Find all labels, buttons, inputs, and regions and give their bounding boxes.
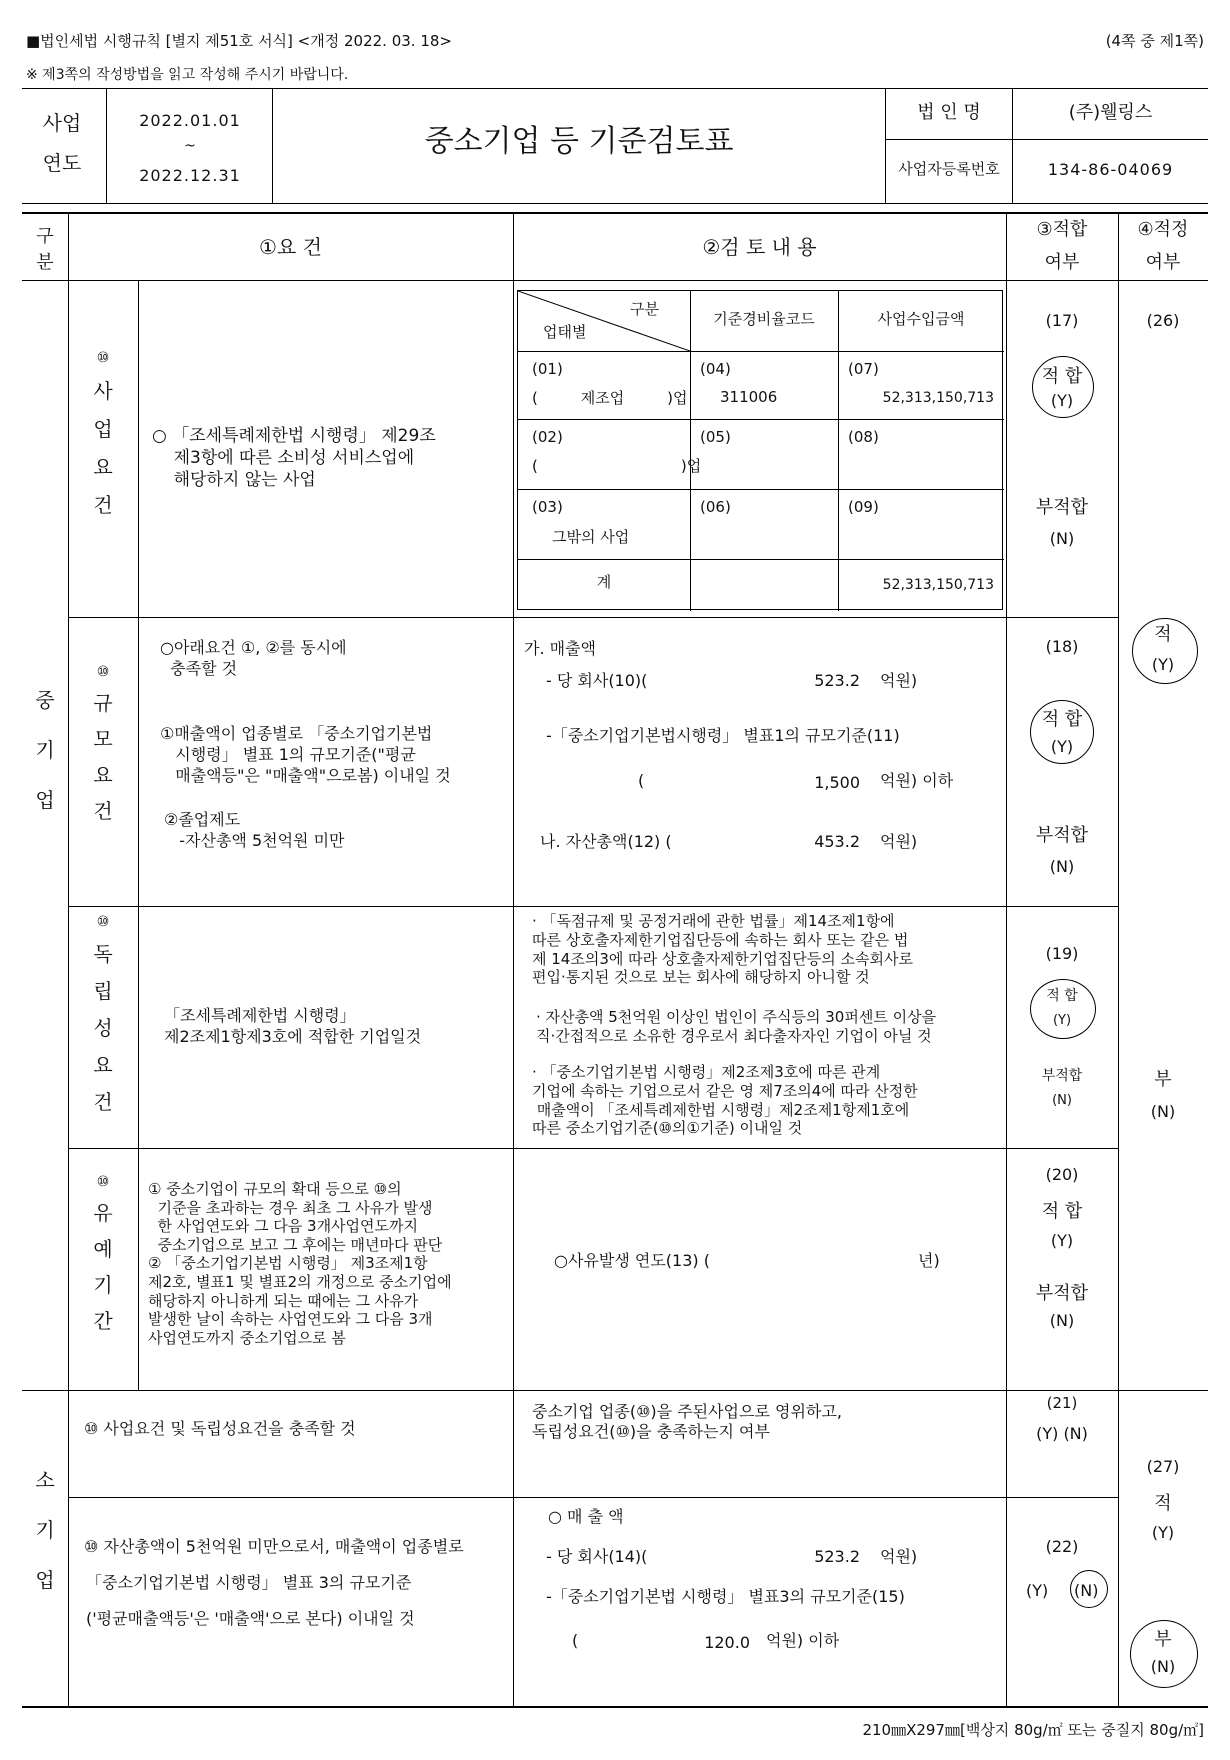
conformity-19-code: (19): [1045, 944, 1079, 963]
conformity-19-no[interactable]: 부적합: [1041, 1068, 1083, 1084]
row-102-req-1: ○아래요건 ①, ②를 동시에 충족할 것: [160, 638, 347, 678]
row-103-requirement: 「조세특례제한법 시행령」 제2조제1항제3호에 적합한 기업일것: [164, 1006, 422, 1046]
col-header-adequacy-2: 여부: [1145, 252, 1181, 273]
col-header-requirement: ①요 건: [259, 235, 322, 259]
row-104-char: 기: [93, 1273, 113, 1298]
col-header-adequacy-1: ④적정: [1137, 219, 1189, 240]
page-info: (4쪽 중 제1쪽): [1105, 32, 1204, 50]
col-header-review: ②검 토 내 용: [702, 235, 817, 259]
row-101-char: 건: [93, 492, 113, 517]
row-102-char: 규: [93, 691, 113, 716]
conformity-18-yes[interactable]: 적 합: [1041, 709, 1083, 730]
header-row-line: [22, 280, 1208, 281]
row-104-char: 간: [93, 1309, 113, 1334]
group-char: 업: [35, 1568, 55, 1592]
conformity-19-yes-y: (Y): [1052, 1013, 1072, 1028]
row-103-num: ⑩: [96, 914, 110, 930]
divider: [106, 88, 107, 203]
conformity-20-yes-y: (Y): [1050, 1231, 1074, 1250]
adequacy-27-code: (27): [1146, 1457, 1180, 1476]
row-101-label: [70, 345, 136, 524]
col-header-category: [22, 222, 68, 274]
inner-row1-code-num: (04): [700, 360, 731, 378]
row-103-char: 성: [93, 1015, 113, 1040]
conformity-20-no-n: (N): [1049, 1311, 1075, 1330]
group-char: 기: [35, 738, 55, 762]
header-bottom-line: [22, 203, 1208, 204]
conformity-20-code: (20): [1045, 1165, 1079, 1184]
row-102-req-3: ②졸업제도 -자산총액 5천억원 미만: [164, 810, 345, 850]
inner-col-line: [838, 291, 839, 611]
adequacy-26-yes[interactable]: 적: [1154, 624, 1172, 645]
inner-row1-label: ( 제조업 )업: [532, 389, 688, 407]
row-line-101: [68, 617, 1118, 618]
row-104-label: [70, 1170, 136, 1339]
conformity-22-n[interactable]: (N): [1074, 1581, 1099, 1600]
adequacy-26-yes-y: (Y): [1151, 655, 1175, 674]
inner-row3-label: 그밖의 사업: [552, 528, 630, 546]
col-header-conformity-2: 여부: [1044, 252, 1080, 273]
header-top-line: [22, 88, 1208, 89]
conformity-18-no-n: (N): [1049, 857, 1075, 876]
row-102-char: 모: [93, 727, 113, 752]
conformity-18-yes-y: (Y): [1050, 737, 1074, 756]
col-header-conformity-1: ③적합: [1036, 219, 1088, 240]
row-line-105: [68, 1497, 1118, 1498]
inner-row-line: [518, 489, 1004, 490]
group-label-sme: [22, 675, 68, 825]
row-105-review: 중소기업 업종(⑩)을 주된사업으로 영위하고, 독립성요건(⑩)을 충족하는지 여부: [532, 1402, 842, 1441]
row-104-char: 유: [93, 1201, 113, 1226]
business-year-label-1: 사업: [42, 111, 82, 135]
row-106-rev-1-value: 523.2: [814, 1547, 860, 1566]
inner-row3-num: (03): [532, 498, 563, 516]
inner-row3-code-num: (06): [700, 498, 731, 516]
row-103-char: 립: [93, 978, 113, 1003]
conformity-22-y[interactable]: (Y): [1026, 1581, 1049, 1600]
row-102-rev-b-unit: 억원): [880, 832, 918, 851]
row-102-rev-a1-label: - 당 회사(10)(: [546, 671, 648, 690]
inner-row1-code: 311006: [720, 388, 778, 406]
row-103-label: [70, 910, 136, 1121]
row-106-req-2: 「중소기업기본법 시행령」 별표 3의 규모기준: [86, 1573, 412, 1592]
row-106-req-1: ⑩ 자산총액이 5천억원 미만으로서, 매출액이 업종별로: [84, 1537, 464, 1556]
corp-name-label: 법 인 명: [917, 102, 981, 123]
form-title: 중소기업 등 기준검토표: [424, 124, 734, 159]
inner-diag-top: 구분: [630, 300, 659, 318]
row-102-rev-a2: -「중소기업기본법시행령」 별표1의 규모기준(11): [546, 726, 900, 745]
inner-total-label: 계: [596, 573, 612, 591]
adequacy-27-no-n: (N): [1150, 1657, 1176, 1676]
row-106-rev-2-open: (: [572, 1631, 579, 1650]
year-start: 2022.01.01: [139, 111, 241, 130]
conformity-21-code: (21): [1046, 1394, 1078, 1412]
adequacy-27-yes-y: (Y): [1151, 1523, 1175, 1542]
row-line-103: [68, 1148, 1118, 1149]
reg-no: 134-86-04069: [1047, 160, 1174, 179]
row-103-char: 요: [93, 1052, 113, 1077]
conformity-17-yes[interactable]: 적 합: [1041, 366, 1083, 387]
inner-total-amt: 52,313,150,713: [882, 577, 994, 593]
row-101-char: 업: [93, 416, 113, 441]
business-type-table: [517, 290, 1003, 610]
inner-col-amount: 사업수입금액: [877, 310, 965, 328]
divider: [272, 88, 273, 203]
row-102-rev-a1-unit: 억원): [880, 671, 918, 690]
inner-row3-amt-num: (09): [848, 498, 879, 516]
inner-row-line: [518, 351, 1004, 352]
row-103-rev-1: · 「독점규제 및 공정거래에 관한 법률」제14조제1항에 따른 상호출자제한기업집단등에 속하는 회사 또는 같은 법 제 14조의3에 따라 상호출자제한기업집단등의 소속회사로 편입·통지된 것으로 보는 회사에 해당하지 아니할 것: [532, 912, 913, 987]
conformity-19-no-n: (N): [1052, 1093, 1072, 1108]
col-line-1: [68, 212, 69, 1707]
conformity-19-yes[interactable]: 적 합: [1046, 988, 1078, 1004]
inner-row1-amt-num: (07): [848, 360, 879, 378]
inner-row1-amt: 52,313,150,713: [882, 390, 994, 406]
conformity-20-yes[interactable]: 적 합: [1041, 1201, 1083, 1222]
diagonal-line: [518, 291, 690, 351]
row-105-requirement: ⑩ 사업요건 및 독립성요건을 충족할 것: [84, 1419, 356, 1438]
table-top-line: [22, 212, 1208, 214]
reg-no-label: 사업자등록번호: [898, 160, 1000, 178]
group-char: 기: [35, 1518, 55, 1542]
adequacy-26-no-n: (N): [1150, 1102, 1176, 1121]
row-101-char: 요: [93, 454, 113, 479]
inner-row2-code-num: (05): [700, 428, 731, 446]
group-char: 소: [35, 1468, 55, 1492]
row-102-num: ⑩: [96, 664, 110, 680]
inner-row2-label: ( )업: [532, 457, 702, 475]
conformity-20-no[interactable]: 부적합: [1035, 1283, 1089, 1304]
row-104-review-end: 년): [918, 1251, 940, 1270]
inner-col-code: 기준경비율코드: [713, 310, 815, 328]
row-106-rev-2: -「중소기업기본법 시행령」 별표3의 규모기준(15): [546, 1587, 905, 1606]
inner-diag-bottom: 업태별: [543, 323, 587, 341]
row-101-requirement: ○ 「조세특례제한법 시행령」 제29조 제3항에 따른 소비성 서비스업에 해당하지 않는 사업: [152, 426, 436, 491]
row-106-rev-2-value: 120.0: [704, 1633, 750, 1652]
row-num-line: [138, 280, 139, 1390]
row-102-char: 건: [93, 799, 113, 824]
inner-row1-num: (01): [532, 360, 563, 378]
row-102-label: [70, 660, 136, 829]
conformity-18-code: (18): [1045, 637, 1079, 656]
inner-row-line: [518, 559, 1004, 560]
row-102-rev-b-value: 453.2: [814, 832, 860, 851]
row-104-num: ⑩: [96, 1174, 110, 1190]
row-101-num: ⑩: [96, 350, 110, 366]
row-106-rev-1-unit: 억원): [880, 1547, 918, 1566]
row-102-rev-b-label: 나. 자산총액(12) (: [540, 832, 672, 851]
row-101-char: 사: [93, 378, 113, 403]
conformity-21-choice[interactable]: (Y) (N): [1036, 1424, 1088, 1443]
business-year-label-2: 연도: [42, 151, 82, 175]
col-line-2: [513, 212, 514, 1707]
group-char: 업: [35, 788, 55, 812]
row-104-review-label: ○사유발생 연도(13) (: [554, 1251, 710, 1270]
group-label-small: [22, 1455, 68, 1605]
row-102-rev-a2-value: 1,500: [814, 773, 860, 792]
conformity-22-code: (22): [1045, 1537, 1079, 1556]
row-106-req-3: ('평균매출액등'은 '매출액'으로 본다) 이내일 것: [86, 1609, 415, 1628]
category-char: 구: [36, 226, 54, 247]
row-104-requirement: ① 중소기업이 규모의 확대 등으로 ⑩의 기준을 초과하는 경우 최초 그 사유가 발생 한 사업연도와 그 다음 3개사업연도까지 중소기업으로 보고 그 후에는 매년마다 판단 ② 「중소기업기본법 시행령」 제3조제1항 제2호, 별표1 및 별표2의 개정으로 중소기업에 해당하지 아니하게 되는 때에는 그 사유가 발생한 날이 속하는 사업연도와 그 다음 3개 사업연도까지 중소기업으로 봄: [148, 1180, 452, 1347]
row-106-rev-1-label: - 당 회사(14)(: [546, 1547, 648, 1566]
row-103-char: 건: [93, 1089, 113, 1114]
category-char: 분: [36, 252, 54, 273]
group-divider: [22, 1390, 1208, 1391]
row-102-rev-a2-unit: 억원) 이하: [880, 771, 954, 790]
conformity-17-no-n: (N): [1049, 529, 1075, 548]
year-end: 2022.12.31: [139, 166, 241, 185]
inner-row2-amt-num: (08): [848, 428, 879, 446]
year-tilde: ~: [184, 138, 196, 154]
writing-note: ※ 제3쪽의 작성방법을 읽고 작성해 주시기 바랍니다.: [26, 67, 349, 83]
adequacy-26-no[interactable]: 부: [1154, 1069, 1172, 1090]
row-102-rev-a1-value: 523.2: [814, 671, 860, 690]
conformity-18-no[interactable]: 부적합: [1035, 825, 1089, 846]
conformity-17-yes-y: (Y): [1050, 391, 1074, 410]
table-bottom-line: [22, 1706, 1208, 1708]
row-104-char: 예: [93, 1237, 113, 1262]
adequacy-26-code: (26): [1146, 311, 1180, 330]
divider: [885, 139, 1208, 140]
row-103-char: 독: [93, 941, 113, 966]
inner-col-line: [690, 291, 691, 611]
corp-name: (주)웰링스: [1068, 102, 1153, 123]
paper-spec: 210㎜X297㎜[백상지 80g/㎡ 또는 중질지 80g/㎡]: [862, 1721, 1204, 1739]
adequacy-27-no[interactable]: 부: [1154, 1629, 1172, 1650]
col-line-4: [1118, 212, 1119, 1707]
row-106-rev-2-unit: 억원) 이하: [766, 1631, 840, 1650]
row-102-rev-a2-open: (: [638, 771, 645, 790]
row-103-rev-2: · 자산총액 5천억원 이상인 법인이 주식등의 30퍼센트 이상을 직·간접적으로 소유한 경우로서 최다출자자인 기업이 아닐 것: [536, 1008, 937, 1045]
form-reference: ■법인세법 시행규칙 [별지 제51호 서식] <개정 2022. 03. 18>: [26, 32, 452, 50]
row-102-char: 요: [93, 763, 113, 788]
group-char: 중: [35, 688, 55, 712]
inner-row-line: [518, 419, 1004, 420]
row-103-rev-3: · 「중소기업기본법 시행령」제2조제3호에 따른 관계 기업에 속하는 기업으로서 같은 영 제7조의4에 따라 산정한 매출액이 「조세특례제한법 시행령」제2조제1항제1호에 따른 중소기업기준(⑩의①기준) 이내일 것: [532, 1063, 918, 1138]
row-line-102: [68, 906, 1118, 907]
conformity-17-no[interactable]: 부적합: [1035, 497, 1089, 518]
conformity-17-code: (17): [1045, 311, 1079, 330]
row-102-rev-a: 가. 매출액: [524, 639, 596, 658]
row-106-rev-title: ○ 매 출 액: [548, 1507, 624, 1526]
row-102-req-2: ①매출액이 업종별로 「중소기업기본법 시행령」 별표 1의 규모기준("평균 매출액등"은 "매출액"으로봄) 이내일 것: [160, 724, 451, 785]
inner-row2-num: (02): [532, 428, 563, 446]
adequacy-27-yes[interactable]: 적: [1154, 1493, 1172, 1514]
